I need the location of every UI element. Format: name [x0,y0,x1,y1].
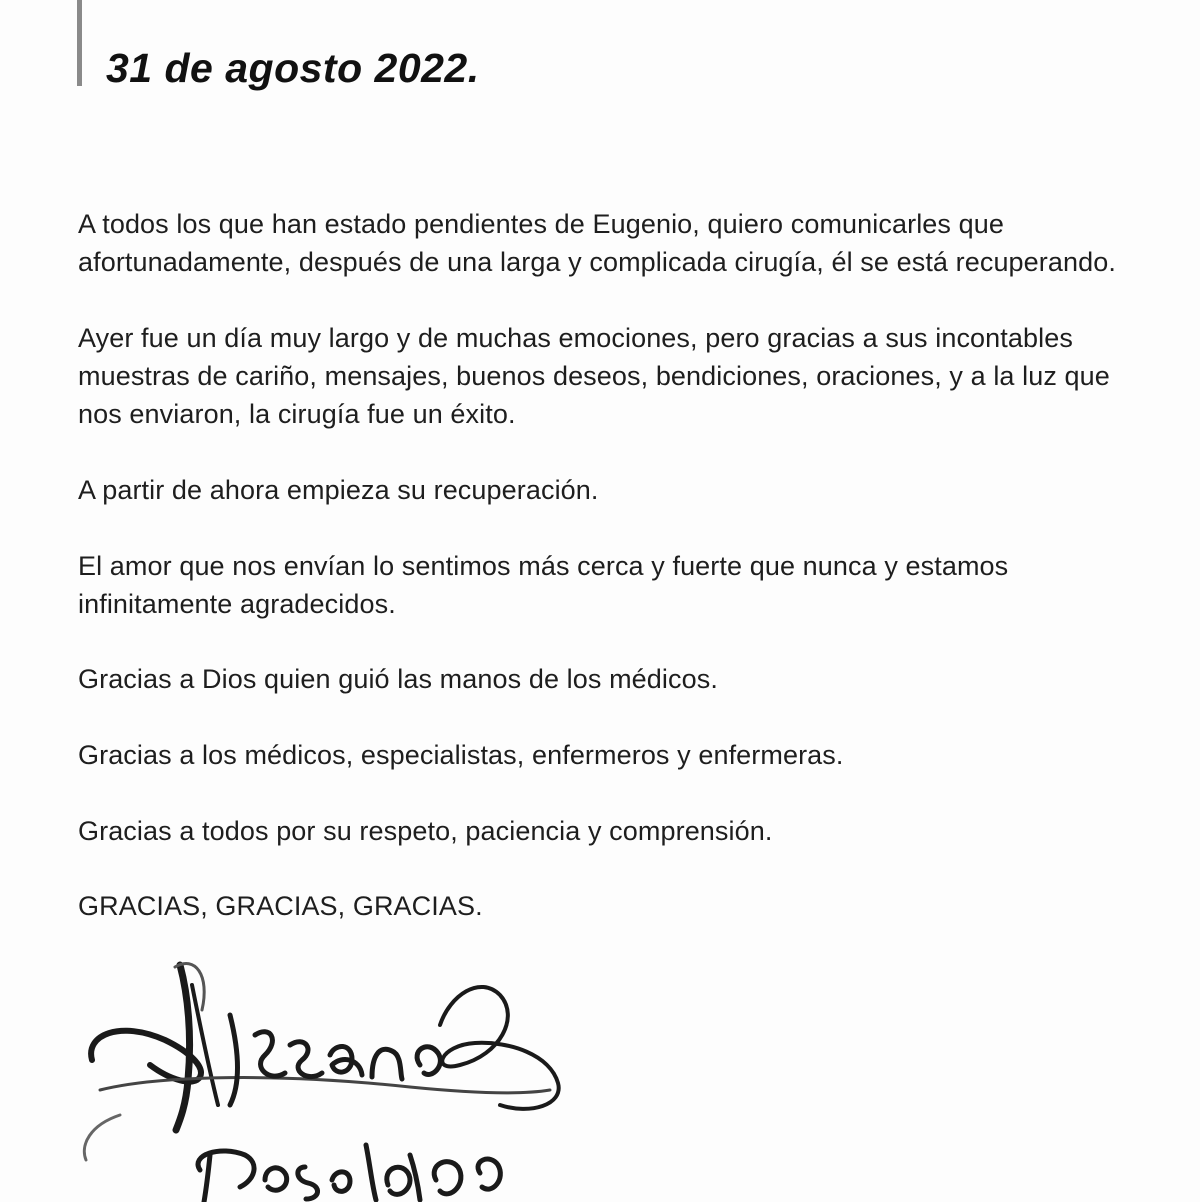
paragraph-line: infinitamente agradecidos. [78,589,396,619]
paragraph-line: Gracias a los médicos, especialistas, enfermeros y enfermeras. [78,740,844,770]
paragraph [78,471,599,509]
paragraph [78,205,1116,281]
paragraph-line: afortunadamente, después de una larga y complicada cirugía, él se está recuperando. [78,247,1116,277]
paragraph [78,736,844,774]
paragraph-line: A todos los que han estado pendientes de Eugenio, quiero comunicarles que [78,209,1004,239]
paragraph [78,660,718,698]
letter-date: 31 de agosto 2022. [106,45,480,91]
paragraph-line: El amor que nos envían lo sentimos más cerca y fuerte que nunca y estamos [78,551,1009,581]
handwritten-signature [80,955,580,1202]
paragraph-line: Gracias a Dios quien guió las manos de los médicos. [78,664,718,694]
signature-strokes [84,964,558,1202]
paragraph-line: Ayer fue un día muy largo y de muchas emociones, pero gracias a sus incontables [78,323,1073,353]
paragraph [78,547,1008,623]
paragraph-line: A partir de ahora empieza su recuperación. [78,475,599,505]
paragraph-line: GRACIAS, GRACIAS, GRACIAS. [78,891,483,921]
closing-line [78,887,483,925]
paragraph-line: nos enviaron, la cirugía fue un éxito. [78,399,516,429]
paragraph-line: muestras de cariño, mensajes, buenos deseos, bendiciones, oraciones, y a la luz que [78,361,1110,391]
paragraph [78,319,1110,433]
date-divider [77,0,82,86]
paragraph [78,812,772,850]
paragraph-line: Gracias a todos por su respeto, paciencia y comprensión. [78,816,773,846]
